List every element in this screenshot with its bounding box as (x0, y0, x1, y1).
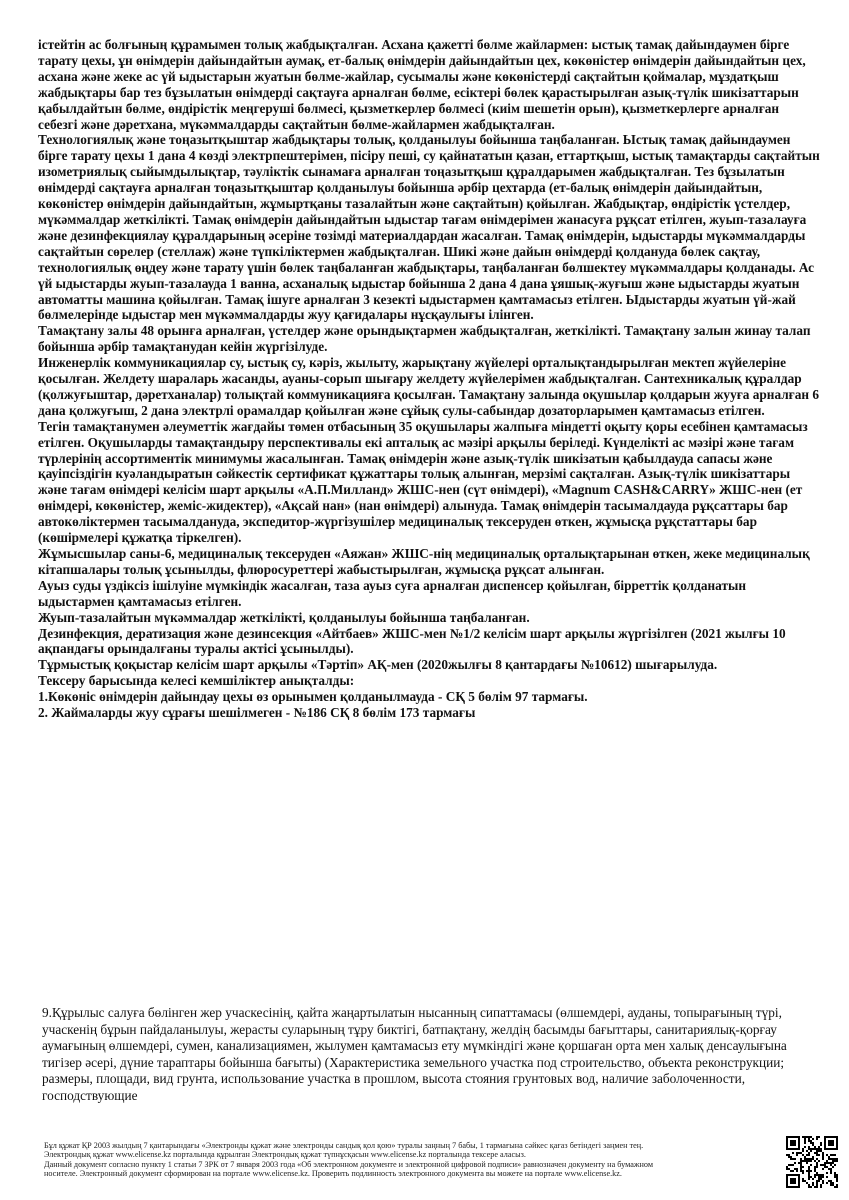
section-9-text: 9.Құрылыс салуға бөлінген жер учаскесінің, қайта жаңартылатын нысанның сипаттамасы (өлшемдері, ауданы, топырағының түрі, учаскенің бұрын пайдаланылуы, жерасты суларының тұру биктігі, батпақтану, желдің басымды бағыттары, санитариялық-қорғау аумағының өлшемдері, сумен, канализациямен, жылумен қамтамасыз ету мүмкіндігі және қоршаған орта мен халық денсаулығына тигізер әсері, дүние тараптары бойынша бағыты) (Характеристика земельного участка под строительство, объекта реконструкции; размеры, площади, вид грунта, использование участка в прошлом, высота стояния грунтовых вод, наличие заболоченности, господствующие (42, 1005, 787, 1103)
paragraph-drinking-water: Ауыз суды үздіксіз ішілуіне мүмкіндік жасалған, таза ауыз суға арналған диспенсер қойылған, бірреттік қолданатын ыдыстармен қамтамасыз етілген. (38, 577, 747, 609)
footer-line-4: носителе. Электронный документ сформирован на портале www.elicense.kz. Проверить подлинность электронного документа вы можете на портале www.elicense.kz. (44, 1169, 622, 1179)
section-9-block (42, 1005, 824, 1104)
paragraph-dining-hall: Тамақтану залы 48 орынға арналған, үстелдер және орындықтармен жабдықталған, жеткілікті. Тамақтану залын жинау талап бойынша әрбір тамақтанудан кейін жүргізілуде. (38, 323, 811, 355)
paragraph-engineering: Инженерлік коммуникациялар су, ыстық су, кәріз, жылыту, жарықтану жүйелері орталықтандырылған мектеп жүйелеріне қосылған. Желдету шараларь жасанды, ауаны-сорып шығару желдету жүйелерімен жабдықталған. Сантехникалық құралдар (қолжуғыштар, дәретханалар) толықтай коммуникацияға қосылған. Тамақтану залында оқушылар қолдарын жууға арналған 6 дана қолжуғыш, 2 дана электрлі орамалдар қойылған және сұйық сулы-сабындар дозаторларымен қамтамасыз етілген. (38, 355, 819, 418)
paragraph-garbage: Тұрмыстық қоқыстар келісім шарт арқылы «Тәртіп» АҚ-мен (2020жылғы 8 қантардағы №10612) шығарылуда. (38, 657, 718, 673)
paragraph-disinfection: Дезинфекция, дератизация және дезинсекция «Айтбаев» ЖШС-мен №1/2 келісім шарт арқылы жүргізілген (2021 жылғы 10 ақпандағы орындалғаны туралы актісі ұсынылды). (38, 625, 786, 657)
qr-code-icon (786, 1136, 838, 1188)
footer-disclaimer (44, 1141, 764, 1179)
paragraph-free-meals: Тегін тамақтанумен әлеуметтік жағдайы төмен отбасының 35 оқушылары жалпыға міндетті оқыту қоры есебінен қамтамасыз етілген. Оқушыларды тамақтандыру перспективалы екі апталық ас мәзірі арқылы беріледі. Күнделікті ас мәзірі және тағам түрлерінің ассортиментік минимумы жасалынған. Тамақ өнімдерін және азық-түлік шикізатын қабылдауда сапасы және қауіпсіздігін куәландыратын сәйкестік сертификат құжаттары толық алынған, мерзімі сақталған. Азық-түлік шикізаттары және тағам өнімдері келісім шарт арқылы «А.П.Милланд» ЖШС-нен (сүт өнімдері), «Magnum CASH&CARRY» ЖШС-нен (ет өнімдері, көкөністер, жеміс-жидектер), «Ақсай нан» (нан өнімдері) алынуда. Тамақ өнімдерін тасымалдауда рұқсаттары бар автокөліктермен тасымалдануда, экспедитор-жүргізушілер медициналық тексеруден өткен, жұмысқа рұқстаттары бар (көшірмелері құжатқа тіркелген). (38, 418, 808, 546)
deficiency-item-1: 1.Көкөніс өнімдерін дайындау цехы өз орынымен қолданылмауда - СҚ 5 бөлім 97 тармағы. (38, 689, 588, 705)
paragraph-kitchen-rooms: істейтін ас болғының құрамымен толық жабдықталған. Асхана қажетті бөлме жайлармен: ыстық тамақ дайындаумен бірге тарату цехы, ұн өнімдерін дайындайтын аумақ, ет-балық өнімдерін дайындайтын цех, көкөністер өнімдерін дайындайтын цех, асхана және жеке ас үй ыдыстарын жуатын бөлме-жайлар, сусымалы және көкөністерді сақтайтын қоймалар, мұздатқыш жабдықтары бар тез бұзылатын өнімдерді сақтауға арналған бөлме, есіктері бөлек қарастырылған азық-түлік шикізаттарын қабылдайтын бөлме, өндірістік меңгеруші бөлмесі, қызметкерлер бөлмесі (киім шешетін орын), қызметкерлерге арналған себезгі және дәретхана, мүкәммалдарды сақтайтын бөлме-жайлармен жабдықталған. (38, 37, 806, 132)
footer-line-2: Электрондық құжат www.elicense.kz порталында құрылған Электрондық құжат түпнұсқасын www.elicense.kz порталында тексере аласыз. (44, 1150, 526, 1160)
footer-line-1: Бұл құжат ҚР 2003 жылдың 7 қантарындағы «Электронды құжат және электронды сандық қол қою» туралы заңның 7 бабы, 1 тармағына сәйкес қағаз бетіндегі заңмен тең. (44, 1141, 644, 1150)
footer-line-3: Данный документ согласно пункту 1 статьи 7 ЗРК от 7 января 2003 года «Об электронном документе и электронной цифровой подписи» равнозначен документу на бумажном (44, 1159, 653, 1169)
paragraph-cleaning-inventory: Жуып-тазалайтын мүкәммалдар жеткілікті, қолданылуы бойынша таңбаланған. (38, 609, 530, 625)
paragraph-workers: Жұмысшылар саны-6, медициналық тексеруден «Аяжан» ЖШС-нің медициналық орталықтарынан өткен, жеке медициналық кітапшалары толық ұсынылды, флюросуреттері жабыстырылған, жұмысқа рұқсат алынған. (38, 546, 810, 577)
deficiency-item-2: 2. Жаймаларды жуу сұрағы шешілмеген - №186 СҚ 8 бөлім 173 тармағы (38, 705, 476, 721)
paragraph-deficiencies-heading: Тексеру барысында келесі кемшіліктер анықталды: (38, 673, 355, 689)
paragraph-equipment: Технологиялық және тоңазытқыштар жабдықтары толық, қолданылуы бойынша таңбаланған. Ыстық тамақ дайындаумен бірге тарату цехы 1 дана 4 көзді электрпештерімен, пісіру пеші, су қайнататын қазан, еттартқыш, ыстық тамақтарды сақтайтын изометриялық сыйымдылықтар, тәуліктік сынамаға арналған тоңазытқыш құралдарымен жабдықталған. Тез бұзылатын өнімдерді сақтауға арналған тоңазытқыштар қолданылуы бойынша әрбір цехтарда (ет-балық өнімдерін дайындайтын, көкөністер өнімдерін дайындайтын, жұмыртқаны тазалайтын және сақтайтын) қойылған. Жабдықтар, өндірістік үстелдер, мүкәммалдар жеткілікті. Тамақ өнімдерін дайындайтын ыдыстар тағам өнімдерімен жанасуға рұқсат етілген, жуып-тазалауға және дезинфекциялау құралдарының әсеріне төзімді материалдардан жасалған. Тамақ өнімдерін, ыдыстарды мүкәммалдарды сақтайтын сөрелер (стеллаж) және түпкіліктермен жабдықталған. Шикі және дайын өнімдерді қолдануда бөлек сақтау, технологиялық өңдеу және тарату үшін бөлек таңбаланған жабдықтары, таңбаланған бөлшектеу мүкәммалдары қолданады. Ас үй ыдыстарды жуып-тазалауда 1 ванна, асханалық ыдыстар бойынша 2 дана 4 дана ұяшық-жуғыш және ыдыстарды жуатын автоматты машина қойылған. Тамақ ішуге арналған 3 кезекті ыдыстармен қамтамасыз етілген. Ыдыстарды жуатын үй-жай бөлмелерінде ыдыстар мен мүкәммалдарды жуу қағидалары нұсқаулығы ілінген. (38, 132, 820, 323)
main-text-block (38, 37, 820, 721)
